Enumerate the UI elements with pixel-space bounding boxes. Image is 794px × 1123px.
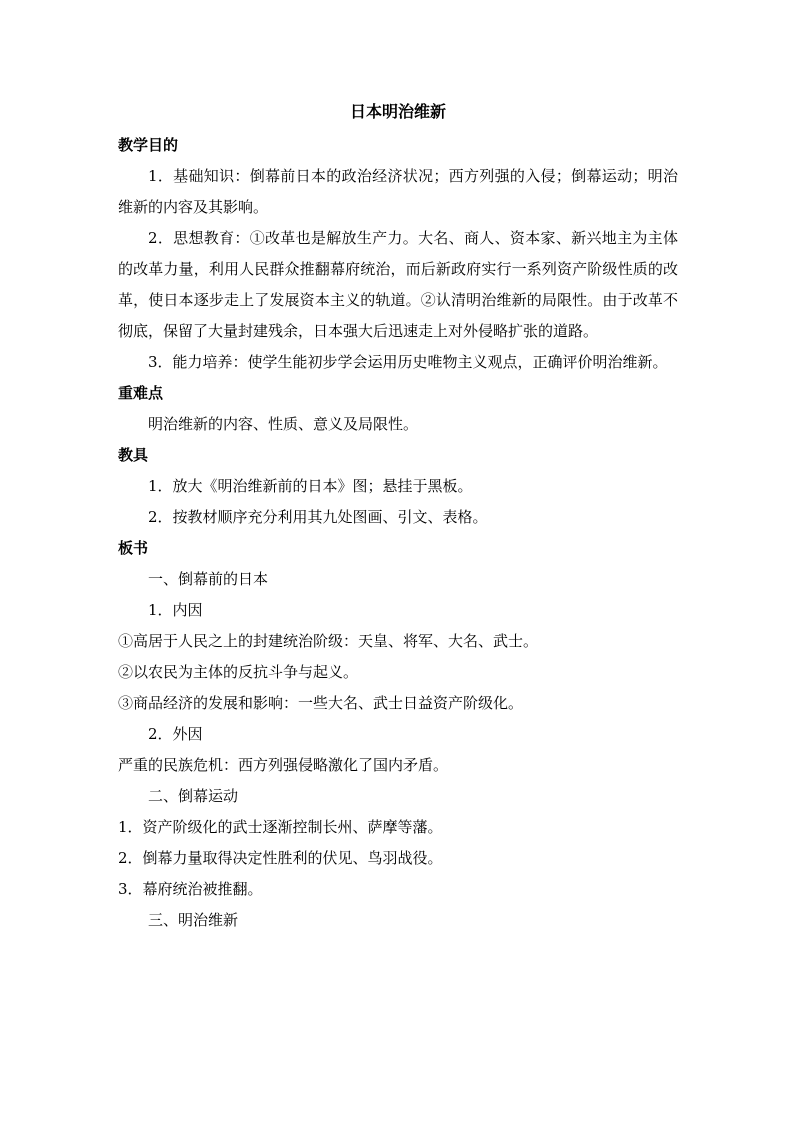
board-line: 一、倒幕前的日本 (148, 570, 269, 588)
document-page (118, 98, 678, 936)
board-line: ③商品经济的发展和影响：一些大名、武士日益资产阶级化。 (118, 694, 524, 712)
board-line: 2．外因 (148, 725, 203, 743)
board-line: ①高居于人民之上的封建统治阶级：天皇、将军、大名、武士。 (118, 632, 539, 650)
objective-paragraph-3: 3．能力培养：使学生能初步学会运用历史唯物主义观点，正确评价明治维新。 (148, 353, 668, 371)
board-line: ②以农民为主体的反抗斗争与起义。 (118, 663, 359, 681)
objective-paragraph-2: 2．思想教育：①改革也是解放生产力。大名、商人、资本家、新兴地主为主体的改革力量，利用人民群众推翻幕府统治，而后新政府实行一系列资产阶级性质的改革，使日本逐步走上了发展资本主义的轨道。②认清明治维新的局限性。由于改革不彻底，保留了大量封建残余，日本强大后迅速走上对外侵略扩张的道路。 (118, 229, 678, 340)
tools-item-2: 2．按教材顺序充分利用其九处图画、引文、表格。 (148, 508, 488, 526)
key-points-text: 明治维新的内容、性质、意义及局限性。 (148, 415, 419, 433)
board-line: 二、倒幕运动 (148, 787, 239, 805)
heading-board: 板书 (118, 539, 149, 557)
board-line: 严重的民族危机：西方列强侵略激化了国内矛盾。 (118, 756, 449, 774)
board-line: 1．资产阶级化的武士逐渐控制长州、萨摩等藩。 (118, 818, 443, 836)
board-line: 3．幕府统治被推翻。 (118, 880, 263, 898)
board-line: 1．内因 (148, 601, 203, 619)
heading-key-points: 重难点 (118, 384, 164, 402)
heading-objectives: 教学目的 (118, 136, 179, 154)
board-line: 三、明治维新 (148, 911, 239, 929)
board-line: 2．倒幕力量取得决定性胜利的伏见、鸟羽战役。 (118, 849, 443, 867)
document-title: 日本明治维新 (349, 102, 446, 121)
board-lines (118, 564, 678, 936)
objective-paragraph-1: 1．基础知识：倒幕前日本的政治经济状况；西方列强的入侵；倒幕运动；明治维新的内容及其影响。 (118, 167, 678, 216)
tools-item-1: 1．放大《明治维新前的日本》图；悬挂于黑板。 (148, 477, 473, 495)
heading-tools: 教具 (118, 446, 149, 464)
